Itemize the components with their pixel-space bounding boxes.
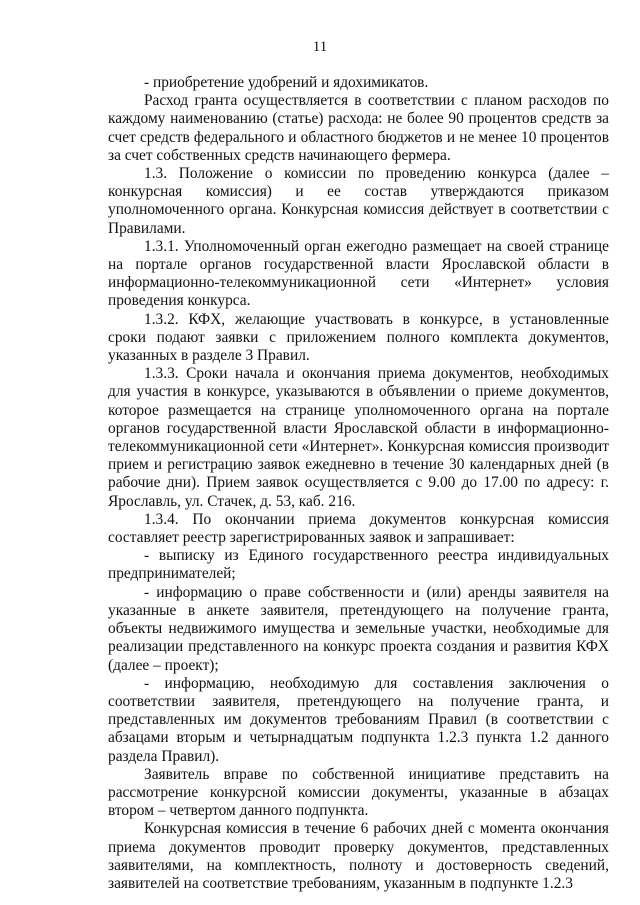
paragraph-1-3-3: 1.3.3. Сроки начала и окончания приема документов, необходимых для участия в конкурсе, указываются в объявлении о приеме документов, которое размещается на странице уполномоченного органа на портале органов государственной власти Ярославской области в информационно-телекоммуникационной сети «Интернет». Конкурсная комиссия производит прием и регистрацию заявок ежедневно в течение 30 календарных дней (в рабочие дни). Прием заявок осуществляется с 9.00 до 17.00 по адресу: г. Ярославль, ул. Стачек, д. 53, каб. 216. <box>108 365 609 510</box>
paragraph-1-3-2: 1.3.2. КФХ, желающие участвовать в конкурсе, в установленные сроки подают заявки с приложением полного комплекта документов, указанных в разделе 3 Правил. <box>108 310 609 365</box>
paragraph-commission-review: Конкурсная комиссия в течение 6 рабочих дней с момента окончания приема документов проводит проверку документов, представленных заявителями, на комплектность, полноту и достоверность сведений, заявителей на соответствие требованиям, указанным в подпункте 1.2.3 <box>108 820 609 892</box>
list-item-ownership-info: - информацию о праве собственности и (или) аренды заявителя на указанные в анкете заявителя, претендующего на получение гранта, объекты недвижимого имущества и земельные участки, необходимые для реализации представленного на конкурс проекта создания и развития КФХ (далее – проект); <box>108 583 609 674</box>
paragraph-1-3: 1.3. Положение о комиссии по проведению конкурса (далее – конкурсная комиссия) и ее состав утверждаются приказом уполномоченного органа. Конкурсная комиссия действует в соответствии с Правилами. <box>108 165 609 237</box>
list-item-conformity-info: - информацию, необходимую для составления заключения о соответствии заявителя, претендующего на получение гранта, и представленных им документов требованиям Правил (в соответствии с абзацами вторым и четырнадцатым подпункта 1.2.3 пункта 1.2 данного раздела Правил). <box>108 674 609 765</box>
paragraph-applicant-initiative: Заявитель вправе по собственной инициативе представить на рассмотрение конкурсной комиссии документы, указанные в абзацах втором – четвертом данного подпункта. <box>108 765 609 820</box>
document-body <box>108 74 609 893</box>
paragraph-grant-expenses: Расход гранта осуществляется в соответствии с планом расходов по каждому наименованию (статье) расхода: не более 90 процентов средств за счет средств федерального и областного бюджетов и не менее 10 процентов за счет собственных средств начинающего фермера. <box>108 92 609 164</box>
paragraph-1-3-4: 1.3.4. По окончании приема документов конкурсная комиссия составляет реестр зарегистрированных заявок и запрашивает: <box>108 510 609 547</box>
paragraph-1-3-1: 1.3.1. Уполномоченный орган ежегодно размещает на своей странице на портале органов государственной власти Ярославской области в информационно-телекоммуникационной сети «Интернет» условия проведения конкурса. <box>108 237 609 310</box>
page-number: 11 <box>312 39 328 55</box>
list-item-egrip-extract: - выписку из Единого государственного реестра индивидуальных предпринимателей; <box>108 547 609 583</box>
paragraph-fertilizers-item: - приобретение удобрений и ядохимикатов. <box>144 74 429 91</box>
